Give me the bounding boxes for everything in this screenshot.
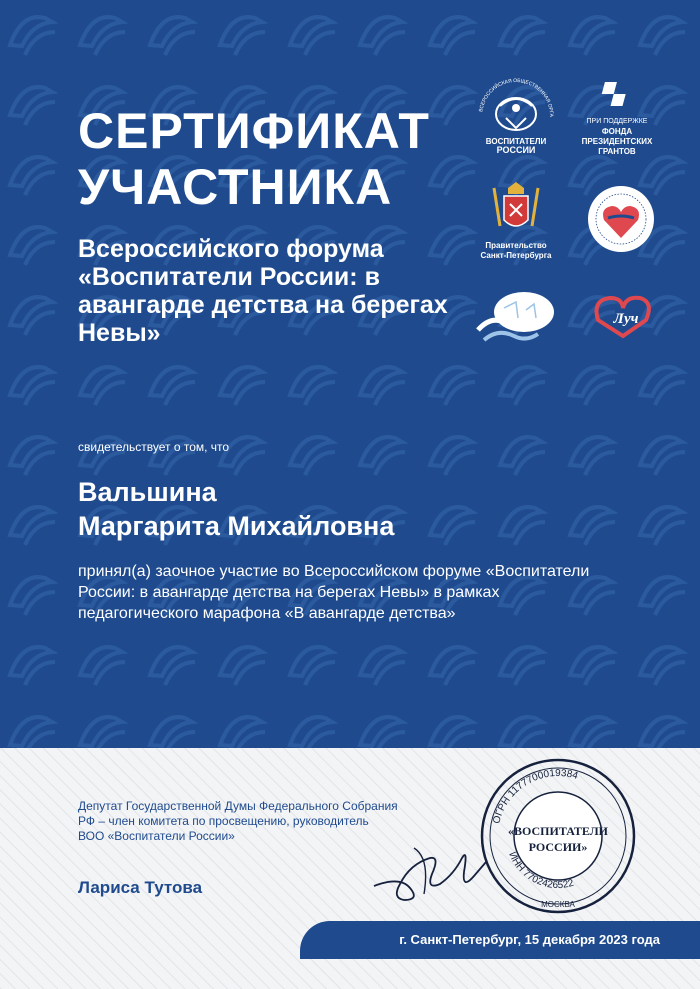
- eagle-icon: [496, 98, 536, 130]
- grants-line-1: ПРИ ПОДДЕРЖКЕ: [586, 118, 648, 125]
- spb-line-2: Санкт-Петербурга: [480, 251, 552, 260]
- signatory-position: Депутат Государственной Думы Федерального Собрания РФ – член комитета по просвещению, руководитель ВОО «Воспитатели России»: [78, 799, 398, 843]
- spb-coat-of-arms-icon: [464, 180, 568, 236]
- svg-text:ИНН 7702426522: ИНН 7702426522: [506, 850, 575, 892]
- participant-given-names: Маргарита Михайловна: [78, 511, 395, 541]
- organization-stamp: [479, 757, 637, 915]
- vospitateli-logo-line2: РОССИИ: [496, 145, 536, 155]
- grants-line-4: ГРАНТОВ: [598, 147, 636, 156]
- issue-date: г. Санкт-Петербург, 15 декабря 2023 года: [399, 932, 660, 947]
- spb-government-logo: [464, 180, 568, 266]
- vospitateli-logo-line1: ВОСПИТАТЕЛИ: [485, 137, 547, 146]
- stamp-center-line1: «ВОСПИТАТЕЛИ: [508, 824, 608, 838]
- luch-logo: [588, 290, 658, 340]
- title-line-2: УЧАСТНИКА: [78, 159, 393, 215]
- participation-statement: принял(а) заочное участие во Всероссийском форуме «Воспитатели России: в авангарде детства на берегах Невы» в рамках педагогического марафона «В авангарде детства»: [78, 563, 590, 622]
- grants-line-2: ФОНДА: [601, 127, 633, 136]
- certifies-text: свидетельствует о том, что: [78, 440, 230, 454]
- waves-icon: [474, 290, 560, 346]
- svg-text:ВСЕРОССИЙСКАЯ ОБЩЕСТВЕННАЯ ОРГ: ВСЕРОССИЙСКАЯ ОБЩЕСТВЕННАЯ ОРГА: [478, 77, 555, 117]
- participant-surname: Вальшина: [78, 477, 217, 507]
- svg-text:ОГРН 1177700019384: ОГРН 1177700019384: [491, 767, 580, 825]
- certificate-title: [78, 103, 430, 215]
- vospitateli-rossii-logo: [474, 72, 558, 158]
- grants-icon: [580, 78, 654, 112]
- participant-name: [78, 475, 394, 543]
- stamp-center-line2: РОССИИ»: [528, 840, 588, 854]
- handwritten-signature: [370, 828, 490, 908]
- heart-hands-logo: [586, 184, 656, 254]
- spb-line-1: Правительство: [485, 241, 547, 250]
- title-line-1: СЕРТИФИКАТ: [78, 103, 430, 159]
- date-band: [300, 921, 700, 959]
- stamp-city: МОСКВА: [541, 900, 575, 909]
- luch-logo-text: Луч: [613, 311, 639, 327]
- grants-line-3: ПРЕЗИДЕНТСКИХ: [581, 137, 653, 146]
- heart-icon: [586, 184, 656, 254]
- signatory-name: Лариса Тутова: [78, 878, 203, 897]
- forum-subtitle: Всероссийского форума «Воспитатели России: в авангарде детства на берегах Невы»: [78, 235, 448, 347]
- presidential-grants-logo: [580, 78, 654, 154]
- education-event-logo: [474, 290, 560, 346]
